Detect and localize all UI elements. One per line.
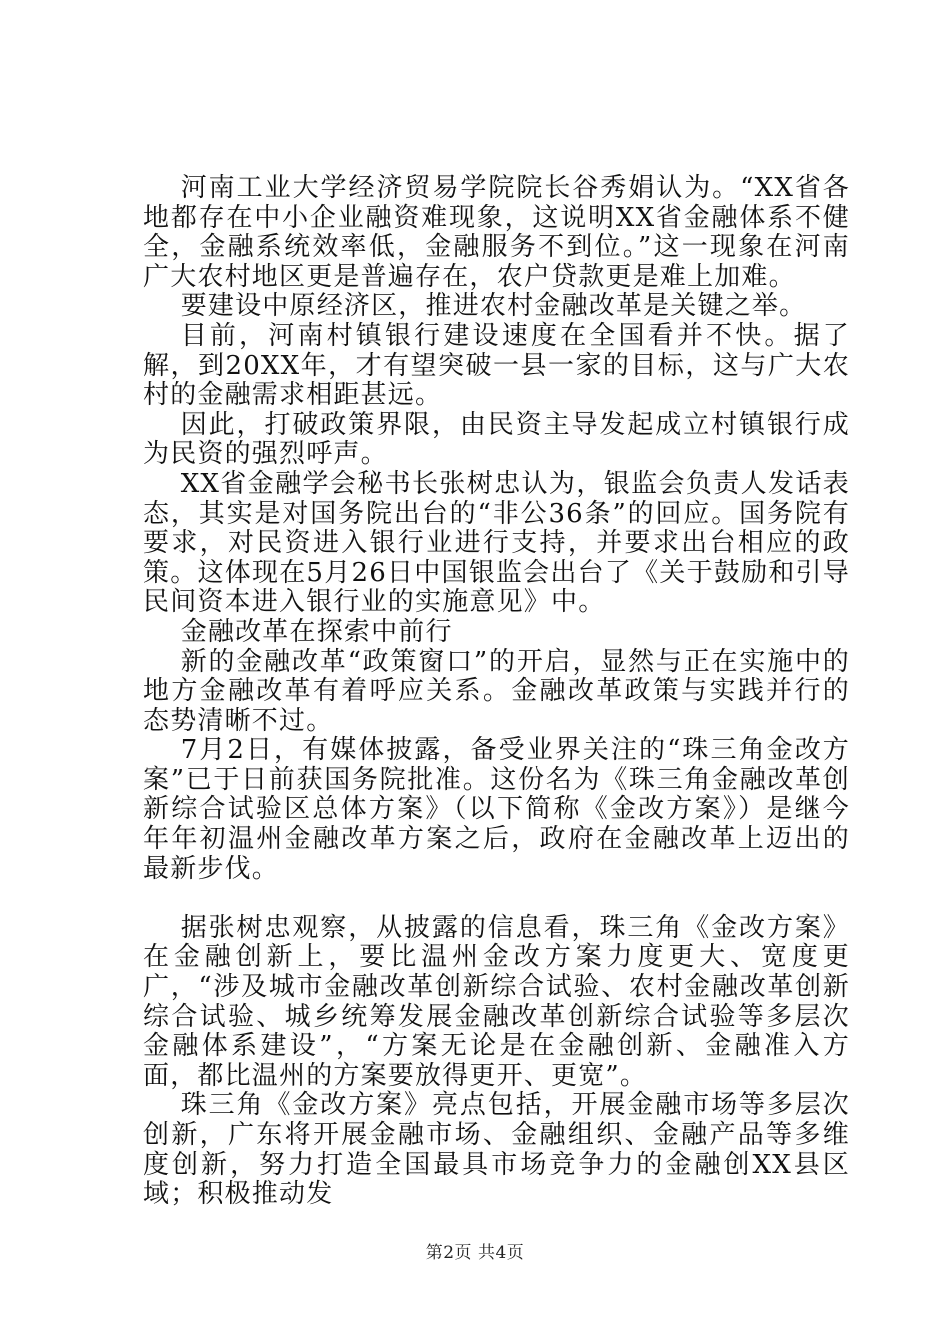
page-number-footer: 第2页 共4页	[425, 1243, 525, 1263]
section-heading: 金融改革在探索中前行	[180, 616, 453, 647]
paragraph-10: 珠三角《金改方案》亮点包括，开展金融市场等多层次创新，广东将开展金融市场、金融组织、金融产品等多维度创新，努力打造全国最具市场竞争力的金融创XX县区域；积极推动发	[143, 1090, 850, 1210]
paragraph-1: 河南工业大学经济贸易学院院长谷秀娟认为。“XX省各地都存在中小企业融资难现象，这说明XX省金融体系不健全，金融系统效率低，金融服务不到位。”这一现象在河南广大农村地区更是普遍存在，农户贷款更是难上加难。	[143, 173, 850, 292]
paragraph-9: 据张树忠观察，从披露的信息看，珠三角《金改方案》在金融创新上，要比温州金改方案力度更大、宽度更广，“涉及城市金融改革创新综合试验、农村金融改革创新综合试验、城乡统筹发展金融改革创新综合试验等多层次金融体系建设”，“方案无论是在金融创新、金融准入方面，都比温州的方案要放得更开、更宽”。	[143, 912, 850, 1091]
paragraph-5: XX省金融学会秘书长张树忠认为，银监会负责人发话表态，其实是对国务院出台的“非公36条”的回应。国务院有要求，对民资进入银行业进行支持，并要求出台相应的政策。这体现在5月26日中国银监会出台了《关于鼓励和引导民间资本进入银行业的实施意见》中。	[143, 468, 850, 618]
paragraph-4: 因此，打破政策界限，由民资主导发起成立村镇银行成为民资的强烈呼声。	[143, 409, 850, 470]
paragraph-8: 7月2日，有媒体披露，备受业界关注的“珠三角金改方案”已于日前获国务院批准。这份名为《珠三角金融改革创新综合试验区总体方案》（以下简称《金改方案》）是继今年年初温州金融改革方案之后，政府在金融改革上迈出的最新步伐。	[143, 735, 850, 884]
paragraph-7: 新的金融改革“政策窗口”的开启，显然与正在实施中的地方金融改革有着呼应关系。金融改革政策与实践并行的态势清晰不过。	[143, 646, 850, 736]
body-text	[143, 174, 850, 1210]
paragraph-3: 目前，河南村镇银行建设速度在全国看并不快。据了解，到20XX年，才有望突破一县一家的目标，这与广大农村的金融需求相距甚远。	[143, 320, 850, 411]
paragraph-2: 要建设中原经济区，推进农村金融改革是关键之举。	[180, 291, 807, 322]
